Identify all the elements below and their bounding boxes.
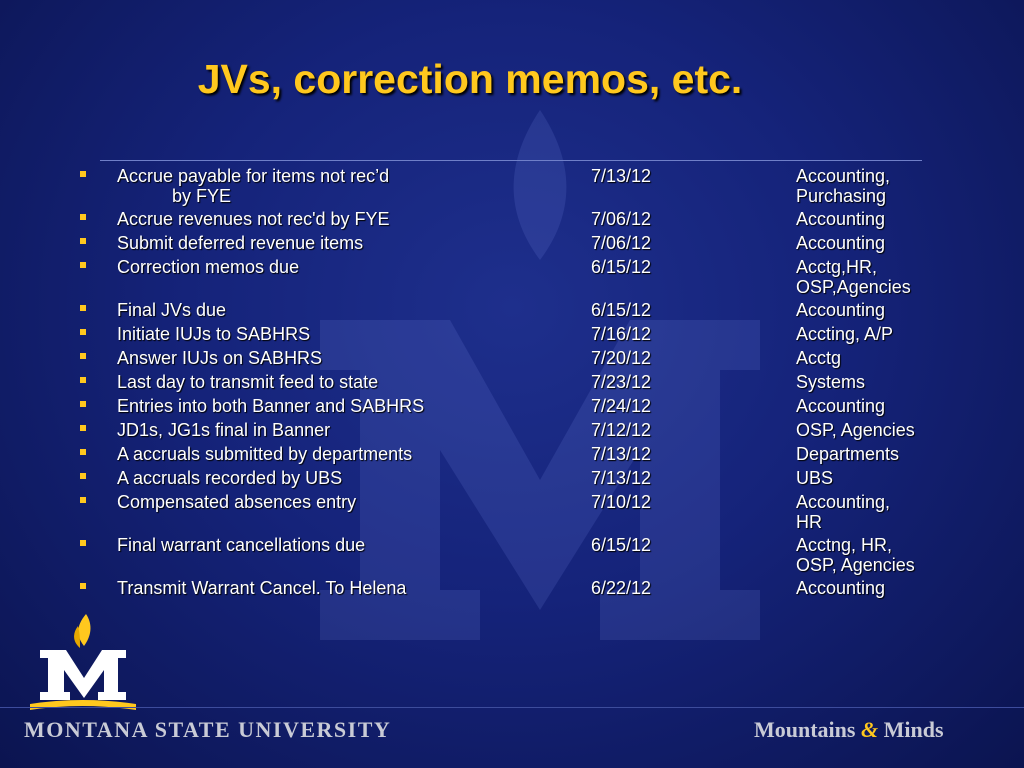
- bullet-icon: [80, 497, 86, 503]
- title-divider: [100, 160, 922, 161]
- task-text: Last day to transmit feed to state: [117, 372, 379, 392]
- list-item: [0, 257, 1024, 300]
- bullet-icon: [80, 583, 86, 589]
- task-text: A accruals recorded by UBS: [117, 468, 343, 488]
- task-text: Compensated absences entry: [117, 492, 357, 512]
- tagline-right: Minds: [883, 717, 944, 742]
- responsible-party: Accounting: [796, 209, 886, 229]
- task-text: Accrue revenues not rec'd by FYE: [117, 209, 390, 229]
- list-item: [0, 468, 1024, 492]
- task-text: A accruals submitted by departments: [117, 444, 413, 464]
- list-item: [0, 372, 1024, 396]
- list-item: [0, 166, 1024, 209]
- responsible-party: Acctng, HR, OSP, Agencies: [796, 535, 915, 575]
- responsible-party: Acctg: [796, 348, 842, 368]
- responsible-party: Departments: [796, 444, 900, 464]
- footer-divider: [0, 707, 1024, 708]
- list-item: [0, 396, 1024, 420]
- responsible-party: Accounting: [796, 233, 886, 253]
- task-text: Accrue payable for items not rec’d by FYE: [117, 166, 390, 206]
- list-item: [0, 324, 1024, 348]
- task-text: Final JVs due: [117, 300, 227, 320]
- list-item: [0, 209, 1024, 233]
- bullet-icon: [80, 262, 86, 268]
- task-text: Correction memos due: [117, 257, 300, 277]
- due-date: 7/23/12: [591, 372, 652, 392]
- due-date: 7/06/12: [591, 233, 652, 253]
- tagline-left: Mountains: [754, 717, 856, 742]
- due-date: 6/15/12: [591, 300, 652, 320]
- msu-logo-icon: [26, 612, 138, 712]
- responsible-party: Systems: [796, 372, 866, 392]
- responsible-party: Accting, A/P: [796, 324, 894, 344]
- due-date: 7/10/12: [591, 492, 652, 512]
- task-text: Submit deferred revenue items: [117, 233, 364, 253]
- responsible-party: UBS: [796, 468, 834, 488]
- task-text: JD1s, JG1s final in Banner: [117, 420, 331, 440]
- tagline: [754, 717, 944, 743]
- list-item: [0, 348, 1024, 372]
- due-date: 7/12/12: [591, 420, 652, 440]
- responsible-party: Accounting, Purchasing: [796, 166, 891, 206]
- due-date: 7/13/12: [591, 444, 652, 464]
- bullet-icon: [80, 425, 86, 431]
- responsible-party: Accounting: [796, 396, 886, 416]
- responsible-party: Accounting, HR: [796, 492, 891, 532]
- task-text: Initiate IUJs to SABHRS: [117, 324, 311, 344]
- bullet-icon: [80, 171, 86, 177]
- task-text: Final warrant cancellations due: [117, 535, 366, 555]
- responsible-party: OSP, Agencies: [796, 420, 915, 440]
- bullet-icon: [80, 449, 86, 455]
- list-item: [0, 420, 1024, 444]
- list-item: [0, 578, 1024, 602]
- list-item: [0, 535, 1024, 578]
- university-name: MONTANA STATE UNIVERSITY: [24, 717, 392, 742]
- list-item: [0, 492, 1024, 535]
- bullet-icon: [80, 540, 86, 546]
- due-date: 7/13/12: [591, 166, 652, 186]
- due-date: 6/15/12: [591, 535, 652, 555]
- due-date: 7/13/12: [591, 468, 652, 488]
- responsible-party: Acctg,HR, OSP,Agencies: [796, 257, 911, 297]
- bullet-icon: [80, 305, 86, 311]
- list-item: [0, 233, 1024, 257]
- list-item: [0, 444, 1024, 468]
- responsible-party: Accounting: [796, 300, 886, 320]
- list-item: [0, 300, 1024, 324]
- due-date: 6/22/12: [591, 578, 652, 598]
- bullet-icon: [80, 329, 86, 335]
- deadline-list: [0, 166, 1024, 602]
- slide-title: JVs, correction memos, etc.: [197, 56, 743, 102]
- bullet-icon: [80, 401, 86, 407]
- due-date: 7/06/12: [591, 209, 652, 229]
- task-text: Answer IUJs on SABHRS: [117, 348, 323, 368]
- tagline-ampersand: &: [860, 717, 879, 742]
- bullet-icon: [80, 377, 86, 383]
- due-date: 7/24/12: [591, 396, 652, 416]
- responsible-party: Accounting: [796, 578, 886, 598]
- bullet-icon: [80, 473, 86, 479]
- due-date: 7/20/12: [591, 348, 652, 368]
- bullet-icon: [80, 353, 86, 359]
- bullet-icon: [80, 238, 86, 244]
- due-date: 6/15/12: [591, 257, 652, 277]
- task-text: Entries into both Banner and SABHRS: [117, 396, 425, 416]
- bullet-icon: [80, 214, 86, 220]
- task-text: Transmit Warrant Cancel. To Helena: [117, 578, 407, 598]
- due-date: 7/16/12: [591, 324, 652, 344]
